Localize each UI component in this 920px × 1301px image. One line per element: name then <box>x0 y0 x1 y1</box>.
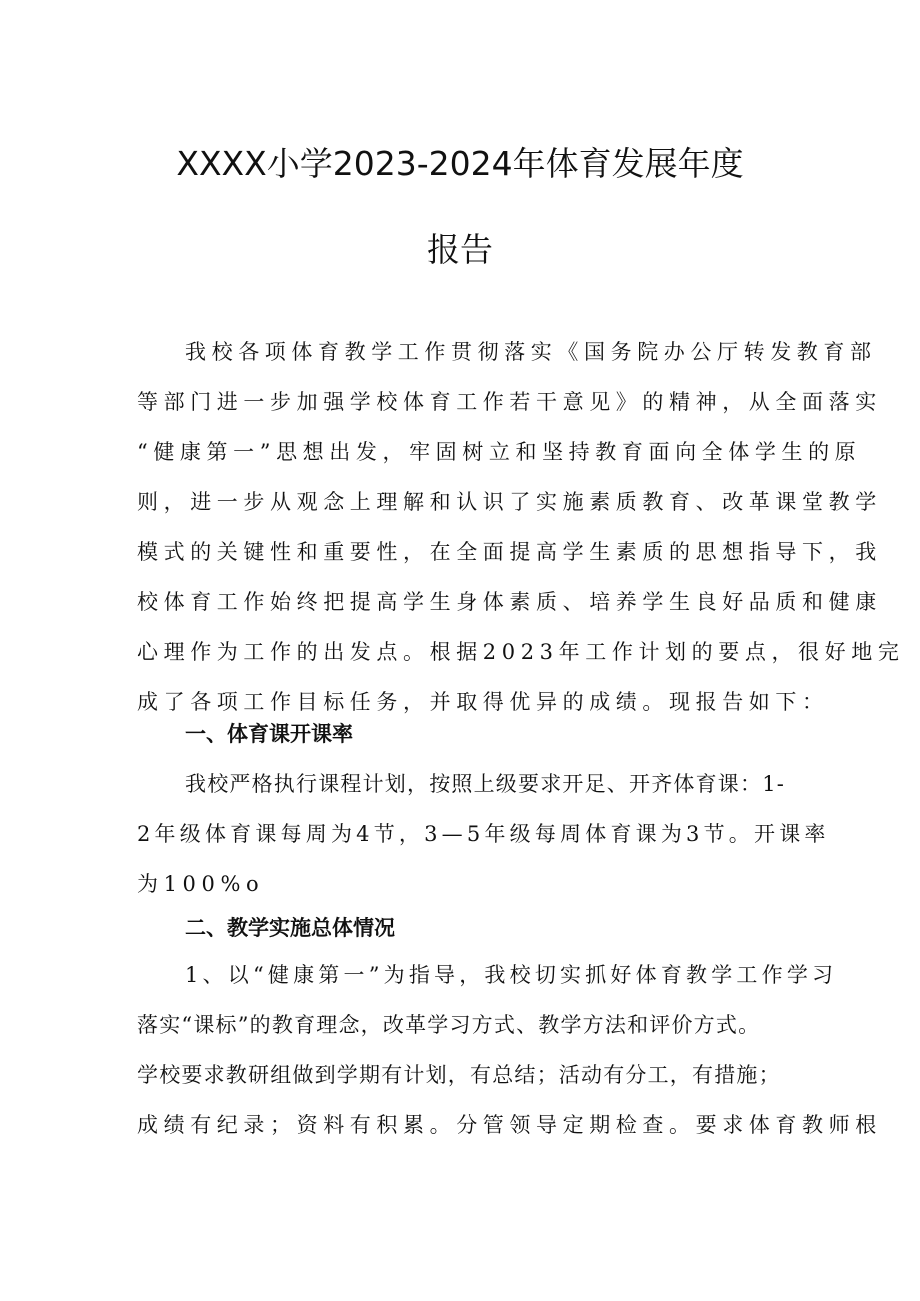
document-title-line-1: XXXX小学2023-2024年体育发展年度 <box>176 144 744 183</box>
section-1-heading: 一、体育课开课率 <box>185 722 353 746</box>
intro-line: 等部门进一步加强学校体育工作若干意见》的精神，从全面落实 <box>137 390 882 414</box>
intro-line: “健康第一”思想出发，牢固树立和坚持教育面向全体学生的原 <box>137 440 862 464</box>
section-1-line: 2年级体育课每周为4节，3—5年级每周体育课为3节。开课率 <box>137 822 830 846</box>
intro-line: 校体育工作始终把提高学生身体素质、培养学生良好品质和健康 <box>137 590 882 614</box>
intro-line: 心理作为工作的出发点。根据2023年工作计划的要点，很好地完 <box>137 640 905 664</box>
section-2-line: 成绩有纪录；资料有积累。分管领导定期检查。要求体育教师根 <box>137 1113 882 1137</box>
intro-line: 成了各项工作目标任务，并取得优异的成绩。现报告如下： <box>137 690 829 714</box>
section-1-line: 我校严格执行课程计划，按照上级要求开足、开齐体育课：1- <box>185 772 786 796</box>
section-1-line: 为100%o <box>137 872 265 896</box>
section-2-heading: 二、教学实施总体情况 <box>185 916 395 940</box>
section-2-line: 学校要求教研组做到学期有计划，有总结；活动有分工，有措施； <box>137 1063 781 1087</box>
intro-paragraph <box>137 327 905 727</box>
section-2-paragraph <box>137 950 882 1150</box>
intro-line: 则，进一步从观念上理解和认识了实施素质教育、改革课堂教学 <box>137 490 882 514</box>
document-title-line-2: 报告 <box>427 230 493 269</box>
section-2-line: 1、以“健康第一”为指导，我校切实抓好体育教学工作学习 <box>185 963 838 987</box>
intro-line: 我校各项体育教学工作贯彻落实《国务院办公厅转发教育部 <box>185 340 877 364</box>
section-2-line: 落实“课标”的教育理念，改革学习方式、教学方法和评价方式。 <box>137 1013 761 1037</box>
section-1-paragraph <box>137 759 830 909</box>
intro-line: 模式的关键性和重要性，在全面提高学生素质的思想指导下，我 <box>137 540 882 564</box>
